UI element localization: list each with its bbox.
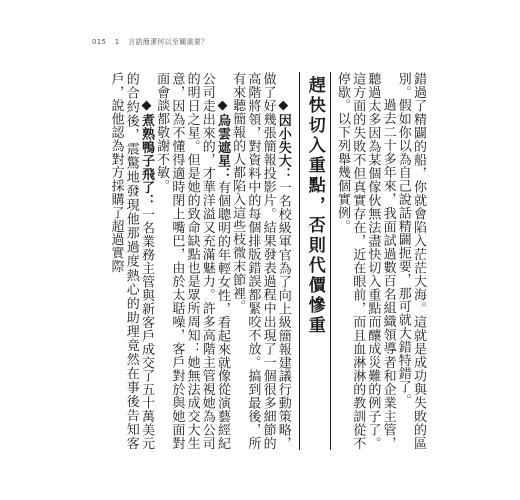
paragraph-example-1 bbox=[230, 72, 291, 450]
paragraph-interviews: 過去二十多年來，我面試過數百名組織領導者和企業主管，聽過太多因為某個傢伙無法盡快切入重點而釀成災難的例子了。這方面的失敗不但真實存在，近在眼前，而且血淋淋的教訓從不停歇。以下列舉幾個實例。 bbox=[334, 72, 396, 450]
chapter-title: 言語簡潔何以至關重要？ bbox=[128, 38, 209, 46]
chapter-number: 1 bbox=[114, 38, 120, 46]
example-2-text: 有個聰明的年輕女性，看起來就像從演藝經紀公司走出來的，才華洋溢又充滿魅力。許多高階主管視她為公司的明日之星。但是她的致命缺點也是眾所周知：她無法成交大生意，因為不懂得適時閉上嘴巴，由於太聒噪，客戶對於與她面對面會談都敬謝不敏。 bbox=[154, 72, 230, 451]
example-1-text: 一名校級軍官為了向上級簡報建議行動策略，做了好幾張簡報投影片。結果發表過程中出現了一個很多細節的高階將領，對資料中的每個排版錯誤都緊咬不放。搞到最後，所有來聽簡報的人都陷入這些枝微末節裡。 bbox=[230, 72, 291, 451]
running-header bbox=[92, 37, 208, 47]
example-3-label: ◆煮熟鴨子飛了： bbox=[138, 98, 154, 208]
paragraph-example-2 bbox=[154, 72, 230, 450]
paragraph-intro: 錯過了精闢的船，你就會陷入茫茫大海。這就是成功與失敗的區別。假如你以為自己說話精闢扼要，那可就大錯特錯了。 bbox=[395, 72, 426, 450]
example-1-label: ◆因小失大： bbox=[275, 98, 291, 181]
example-2-label: ◆烏雲遮星： bbox=[214, 98, 230, 181]
example-3-text: 一名業務主管與新客戶成交了五十萬美元的合約後，震驚地發現他那過度熱心的助理竟然在事後告知客戶，說他認為對方採購了超過實際 bbox=[108, 72, 154, 451]
page-number: 015 bbox=[92, 38, 107, 46]
body-text bbox=[100, 72, 426, 450]
paragraph-example-3 bbox=[108, 72, 154, 450]
section-heading: 趕快切入重點，否則代價慘重 bbox=[299, 72, 331, 450]
